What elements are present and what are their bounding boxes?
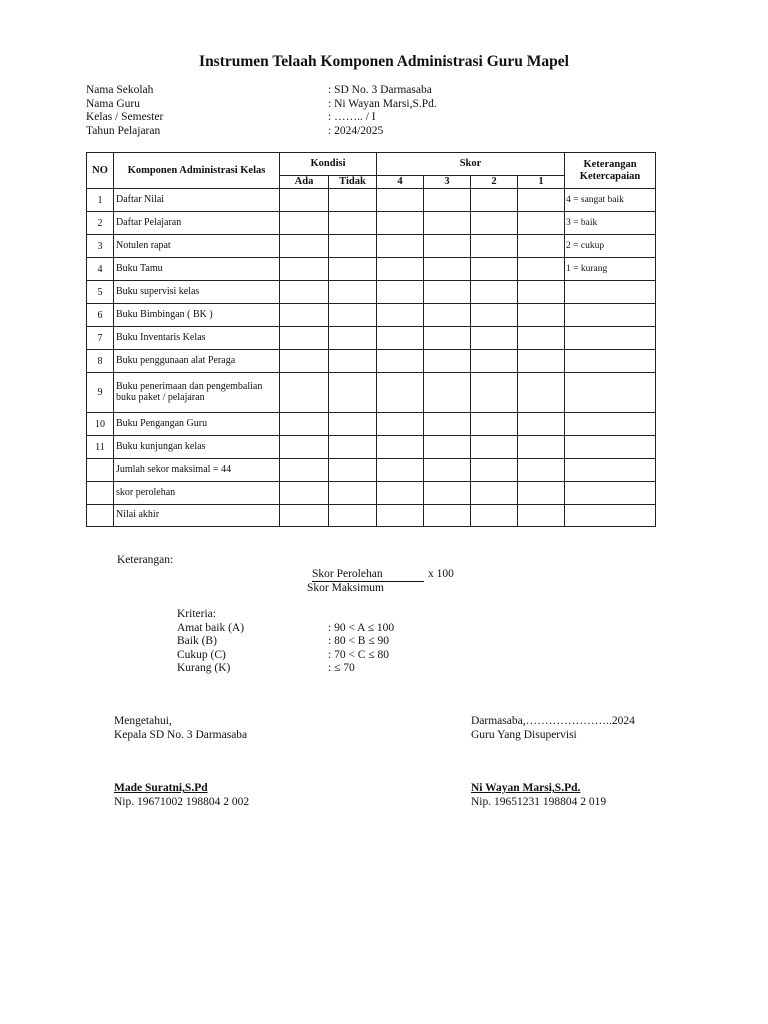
row-keterangan: 4 = sangat baik [565,189,656,212]
sign-left-line2: Kepala SD No. 3 Darmasaba [114,729,248,741]
header-keterangan: Keterangan Ketercapaian [565,153,656,189]
cell-ada [280,459,329,482]
kriteria-c-value: : 70 < C ≤ 80 [328,648,390,661]
cell-ada [280,327,329,350]
row-keterangan [565,436,656,459]
cell-tidak [329,436,377,459]
sign-left-line1: Mengetahui, [114,715,172,727]
kriteria-k-value: : ≤ 70 [328,662,355,674]
header-kondisi: Kondisi [280,153,377,176]
kriteria-label: Kriteria: [177,608,216,620]
row-keterangan [565,327,656,350]
cell-skor-2 [471,327,518,350]
row-number: 3 [87,235,114,258]
cell-ada [280,304,329,327]
kriteria-a-label: Amat baik (A) [177,621,245,634]
row-number [87,505,114,527]
cell-skor-2 [471,413,518,436]
cell-skor-1 [518,189,565,212]
sign-right-line2: Guru Yang Disupervisi [471,729,577,741]
cell-skor-1 [518,304,565,327]
cell-skor-3 [424,436,471,459]
cell-tidak [329,327,377,350]
keterangan-label: Keterangan: [117,554,174,566]
cell-skor-4 [377,413,424,436]
info-label-school: Nama Sekolah [86,84,154,96]
cell-skor-1 [518,436,565,459]
row-component-name: Buku Pengangan Guru [114,413,280,436]
row-component-name: Buku Bimbingan ( BK ) [114,304,280,327]
kriteria-k-label: Kurang (K) [177,662,231,674]
row-number: 1 [87,189,114,212]
row-number [87,482,114,505]
row-component-name: Notulen rapat [114,235,280,258]
cell-skor-1 [518,212,565,235]
kriteria-c-label: Cukup (C) [177,648,226,661]
info-value-school: : SD No. 3 Darmasaba [328,84,432,96]
row-keterangan [565,304,656,327]
cell-skor-4 [377,212,424,235]
kriteria-a-value: : 90 < A ≤ 100 [328,621,395,634]
row-component-name: Daftar Pelajaran [114,212,280,235]
row-component-name: Buku kunjungan kelas [114,436,280,459]
cell-tidak [329,505,377,527]
cell-skor-3 [424,281,471,304]
cell-tidak [329,258,377,281]
cell-ada [280,281,329,304]
table-row [87,459,656,482]
cell-skor-4 [377,304,424,327]
cell-skor-2 [471,373,518,413]
kriteria-b-value: : 80 < B ≤ 90 [328,635,390,647]
cell-skor-4 [377,258,424,281]
table-row [87,189,656,212]
header-ada: Ada [280,176,329,189]
cell-skor-1 [518,350,565,373]
cell-skor-1 [518,373,565,413]
header-skor-4: 4 [377,176,424,189]
cell-skor-4 [377,459,424,482]
cell-skor-4 [377,436,424,459]
sign-left-nip: Nip. 19671002 198804 2 002 [114,796,250,808]
row-component-name: Buku penggunaan alat Peraga [114,350,280,373]
cell-ada [280,413,329,436]
cell-skor-1 [518,459,565,482]
row-component-name: Buku penerimaan dan pengembalian buku paket / pelajaran [114,373,280,413]
row-number: 9 [87,373,114,413]
sign-right-nip: Nip. 19651231 198804 2 019 [471,796,607,808]
cell-tidak [329,373,377,413]
row-keterangan [565,350,656,373]
cell-skor-2 [471,189,518,212]
cell-skor-3 [424,350,471,373]
header-skor-3: 3 [424,176,471,189]
formula-denominator: Skor Maksimum [307,582,384,594]
cell-skor-1 [518,258,565,281]
cell-skor-2 [471,459,518,482]
kriteria-b-label: Baik (B) [177,635,217,647]
cell-skor-2 [471,212,518,235]
assessment-table [86,152,656,527]
cell-skor-1 [518,281,565,304]
info-label-teacher: Nama Guru [86,97,140,110]
table-row [87,350,656,373]
table-row [87,327,656,350]
formula-multiplier: x 100 [428,568,454,580]
row-number: 7 [87,327,114,350]
cell-skor-1 [518,235,565,258]
row-keterangan: 3 = baik [565,212,656,235]
cell-tidak [329,459,377,482]
row-keterangan [565,459,656,482]
cell-skor-2 [471,350,518,373]
cell-ada [280,212,329,235]
cell-ada [280,235,329,258]
row-number: 10 [87,413,114,436]
document-title: Instrumen Telaah Komponen Administrasi Guru Mapel [199,53,569,70]
row-keterangan [565,482,656,505]
info-label-year: Tahun Pelajaran [86,124,161,137]
header-skor: Skor [377,153,565,176]
header-komponen: Komponen Administrasi Kelas [114,153,280,189]
row-component-name: Buku Inventaris Kelas [114,327,280,350]
cell-ada [280,189,329,212]
cell-skor-2 [471,235,518,258]
cell-skor-4 [377,505,424,527]
cell-skor-1 [518,505,565,527]
row-keterangan [565,373,656,413]
row-keterangan [565,505,656,527]
row-component-name: skor perolehan [114,482,280,505]
row-number: 4 [87,258,114,281]
cell-skor-4 [377,235,424,258]
cell-tidak [329,189,377,212]
row-number: 2 [87,212,114,235]
cell-skor-3 [424,459,471,482]
row-number: 8 [87,350,114,373]
cell-skor-4 [377,373,424,413]
cell-tidak [329,212,377,235]
row-number: 5 [87,281,114,304]
table-row [87,212,656,235]
cell-skor-3 [424,413,471,436]
cell-skor-3 [424,235,471,258]
cell-skor-2 [471,482,518,505]
cell-skor-3 [424,189,471,212]
row-keterangan [565,413,656,436]
cell-skor-2 [471,436,518,459]
table-row [87,304,656,327]
cell-tidak [329,304,377,327]
formula-numerator: Skor Perolehan [312,568,383,580]
table-row [87,482,656,505]
cell-ada [280,436,329,459]
sign-left-name: Made Suratni,S.Pd [114,782,208,794]
cell-skor-2 [471,505,518,527]
cell-skor-3 [424,327,471,350]
cell-skor-3 [424,482,471,505]
header-skor-1: 1 [518,176,565,189]
cell-skor-4 [377,482,424,505]
sign-right-line1: Darmasaba,…………………..2024 [471,715,635,727]
row-component-name: Daftar Nilai [114,189,280,212]
header-no: NO [87,153,114,189]
row-component-name: Jumlah sekor maksimal = 44 [114,459,280,482]
cell-skor-1 [518,413,565,436]
cell-tidak [329,413,377,436]
table-row [87,373,656,413]
header-skor-2: 2 [471,176,518,189]
table-row [87,235,656,258]
row-keterangan [565,281,656,304]
cell-ada [280,258,329,281]
header-tidak: Tidak [329,176,377,189]
cell-skor-3 [424,505,471,527]
row-keterangan: 1 = kurang [565,258,656,281]
info-value-teacher: : Ni Wayan Marsi,S.Pd. [328,97,437,110]
cell-skor-3 [424,304,471,327]
cell-tidak [329,350,377,373]
row-number [87,459,114,482]
table-row [87,258,656,281]
cell-tidak [329,281,377,304]
info-value-class: : …….. / I [328,111,376,123]
row-component-name: Buku supervisi kelas [114,281,280,304]
cell-ada [280,482,329,505]
cell-skor-2 [471,281,518,304]
row-number: 11 [87,436,114,459]
cell-tidak [329,482,377,505]
cell-ada [280,373,329,413]
cell-ada [280,350,329,373]
row-keterangan: 2 = cukup [565,235,656,258]
cell-skor-2 [471,258,518,281]
row-component-name: Nilai akhir [114,505,280,527]
cell-skor-1 [518,482,565,505]
cell-skor-4 [377,281,424,304]
cell-skor-4 [377,350,424,373]
cell-skor-1 [518,327,565,350]
table-body [87,189,656,527]
table-row [87,281,656,304]
row-component-name: Buku Tamu [114,258,280,281]
cell-skor-2 [471,304,518,327]
cell-skor-3 [424,258,471,281]
cell-skor-3 [424,373,471,413]
sign-right-name: Ni Wayan Marsi,S.Pd. [471,782,581,794]
cell-skor-3 [424,212,471,235]
cell-skor-4 [377,189,424,212]
table-row [87,413,656,436]
cell-skor-4 [377,327,424,350]
table-row [87,436,656,459]
info-label-class: Kelas / Semester [86,111,164,123]
cell-tidak [329,235,377,258]
row-number: 6 [87,304,114,327]
table-row [87,505,656,527]
info-value-year: : 2024/2025 [328,124,384,137]
cell-ada [280,505,329,527]
